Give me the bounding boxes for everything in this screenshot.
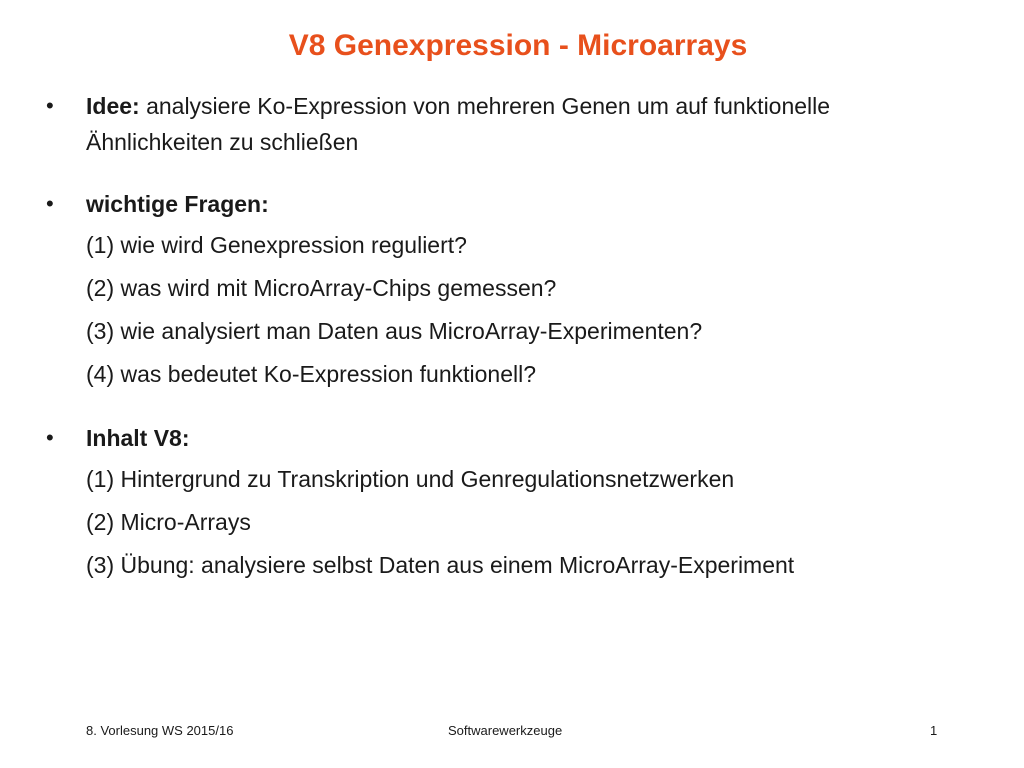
bullet-row-fragen: [46, 186, 986, 222]
bullet-text-idee: [86, 88, 986, 160]
footer-page-number: 1: [930, 723, 938, 738]
bullet-symbol: •: [46, 425, 54, 450]
footer-course: Softwarewerkzeuge: [448, 723, 563, 738]
fragen-item-4: (4) was bedeutet Ko-Expression funktionell?: [86, 361, 537, 387]
bullet-lead-fragen: wichtige Fragen:: [86, 191, 269, 217]
bullet-wichtige-fragen: [46, 186, 986, 396]
inhalt-item-1: (1) Hintergrund zu Transkription und Genregulationsnetzwerken: [86, 466, 735, 492]
bullet-symbol: •: [46, 93, 54, 118]
idee-text-line-2: Ähnlichkeiten zu schließen: [86, 129, 359, 155]
bullet-row-idee: [46, 88, 986, 160]
footer-lecture: 8. Vorlesung WS 2015/16: [86, 723, 234, 738]
bullet-idee: [46, 88, 986, 160]
bullet-symbol: •: [46, 191, 54, 216]
bullet-lead-idee: Idee:: [86, 93, 140, 119]
fragen-item-1: (1) wie wird Genexpression reguliert?: [86, 232, 467, 258]
fragen-item-2: (2) was wird mit MicroArray-Chips gemessen?: [86, 275, 557, 301]
slide-title: V8 Genexpression - Microarrays: [288, 29, 748, 62]
bullet-inhalt: [46, 420, 986, 587]
fragen-item-3: (3) wie analysiert man Daten aus MicroArray-Experimenten?: [86, 318, 703, 344]
inhalt-item-3: (3) Übung: analysiere selbst Daten aus einem MicroArray-Experiment: [86, 552, 795, 578]
idee-line-1: [86, 88, 986, 124]
bullet-row-inhalt: [46, 420, 986, 456]
bullet-lead-inhalt: Inhalt V8:: [86, 425, 190, 451]
idee-text-line-1: analysiere Ko-Expression von mehreren Genen um auf funktionelle: [139, 93, 831, 119]
inhalt-item-2: (2) Micro-Arrays: [86, 509, 251, 535]
